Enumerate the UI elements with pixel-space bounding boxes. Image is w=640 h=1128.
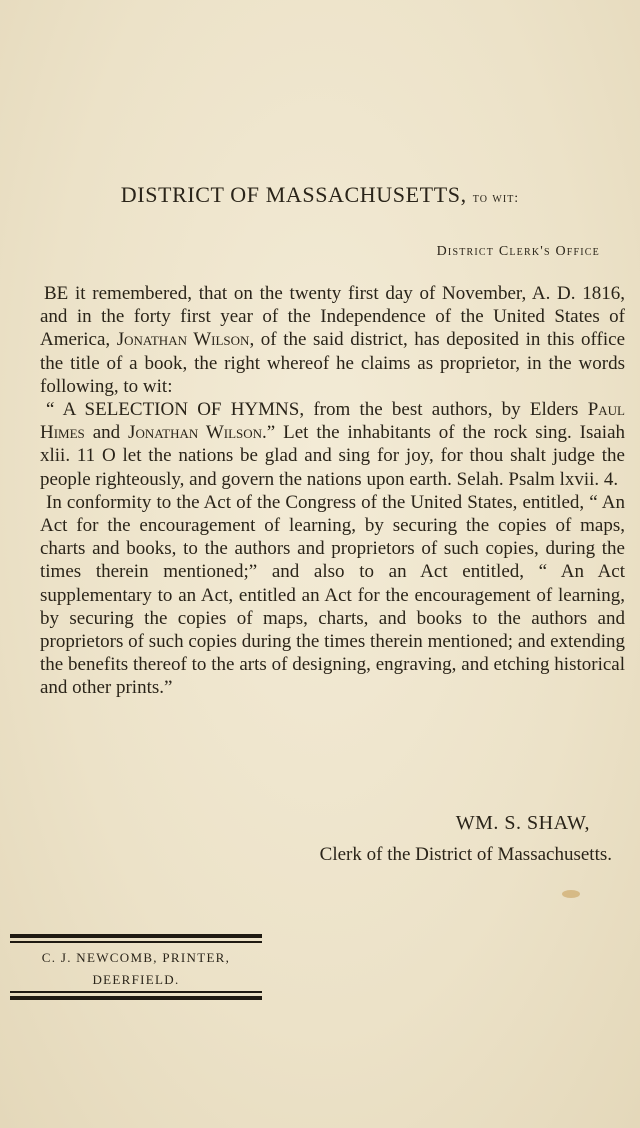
paragraph-title xyxy=(40,398,625,491)
paragraph-title-text-3: .” Let the inhabitants of the rock sing. Isaiah xlii. 11 O let the nations be glad and sing for joy, for thou shalt judge the people righteously, and govern the nations upon earth. Selah. Psalm lxvii. 4. xyxy=(40,422,625,490)
bottom-thin-rule xyxy=(10,991,262,993)
lead-word: BE xyxy=(44,283,69,304)
bottom-thick-rule xyxy=(10,996,262,1000)
author-name-2: Jonathan Wilson xyxy=(128,422,263,444)
paragraph-remembered xyxy=(40,282,625,398)
top-thick-rule xyxy=(10,934,262,938)
printer-name: C. J. NEWCOMB, PRINTER, xyxy=(41,950,231,965)
heading-to-wit: to wit: xyxy=(472,191,520,206)
proprietor-name: Jonathan Wilson xyxy=(116,329,250,351)
district-heading xyxy=(0,182,640,208)
paragraph-title-text-2: and xyxy=(84,422,129,444)
paragraph-conformity: In conformity to the Act of the Congress of the United States, entitled, “ An Act for the encouragement of learning, by securing the copies of maps, charts and books, to the authors and proprietors of such copies, during the times therein mentioned;” and also to an Act entitled, “ An Act supplementary to an Act, entitled an Act for the encouragement of learning, by securing the copies of maps, charts, and books to the authors and proprietors of such copies during the times therein mentioned; and extending the benefits thereof to the arts of designing, engraving, and etching historical and other prints.” xyxy=(40,491,625,699)
ink-stain xyxy=(562,890,580,898)
paragraph-remembered-text-2: , of the said district, has deposited in this office the title of a book, the right whereof he claims as proprietor, in the words following, to wit: xyxy=(40,329,626,397)
author-name-1: Paul Himes xyxy=(40,399,625,444)
heading-main: DISTRICT OF MASSACHUSETTS, xyxy=(120,182,467,207)
top-thin-rule xyxy=(10,941,262,943)
copyright-statement xyxy=(40,282,625,700)
paragraph-title-text-1: “ A SELECTION OF HYMNS, from the best authors, by Elders xyxy=(46,399,588,421)
paragraph-remembered-text-1: it remembered, that on the twenty first day of November, A. D. 1816, and in the forty first year of the Independence of the United States of America, xyxy=(40,283,625,351)
printer-location: DEERFIELD. xyxy=(92,972,180,987)
clerk-title: Clerk of the District of Massachusetts. xyxy=(319,844,612,865)
clerk-signature: WM. S. SHAW, xyxy=(455,812,590,834)
clerk-office-label: District Clerk's Office xyxy=(436,244,600,259)
